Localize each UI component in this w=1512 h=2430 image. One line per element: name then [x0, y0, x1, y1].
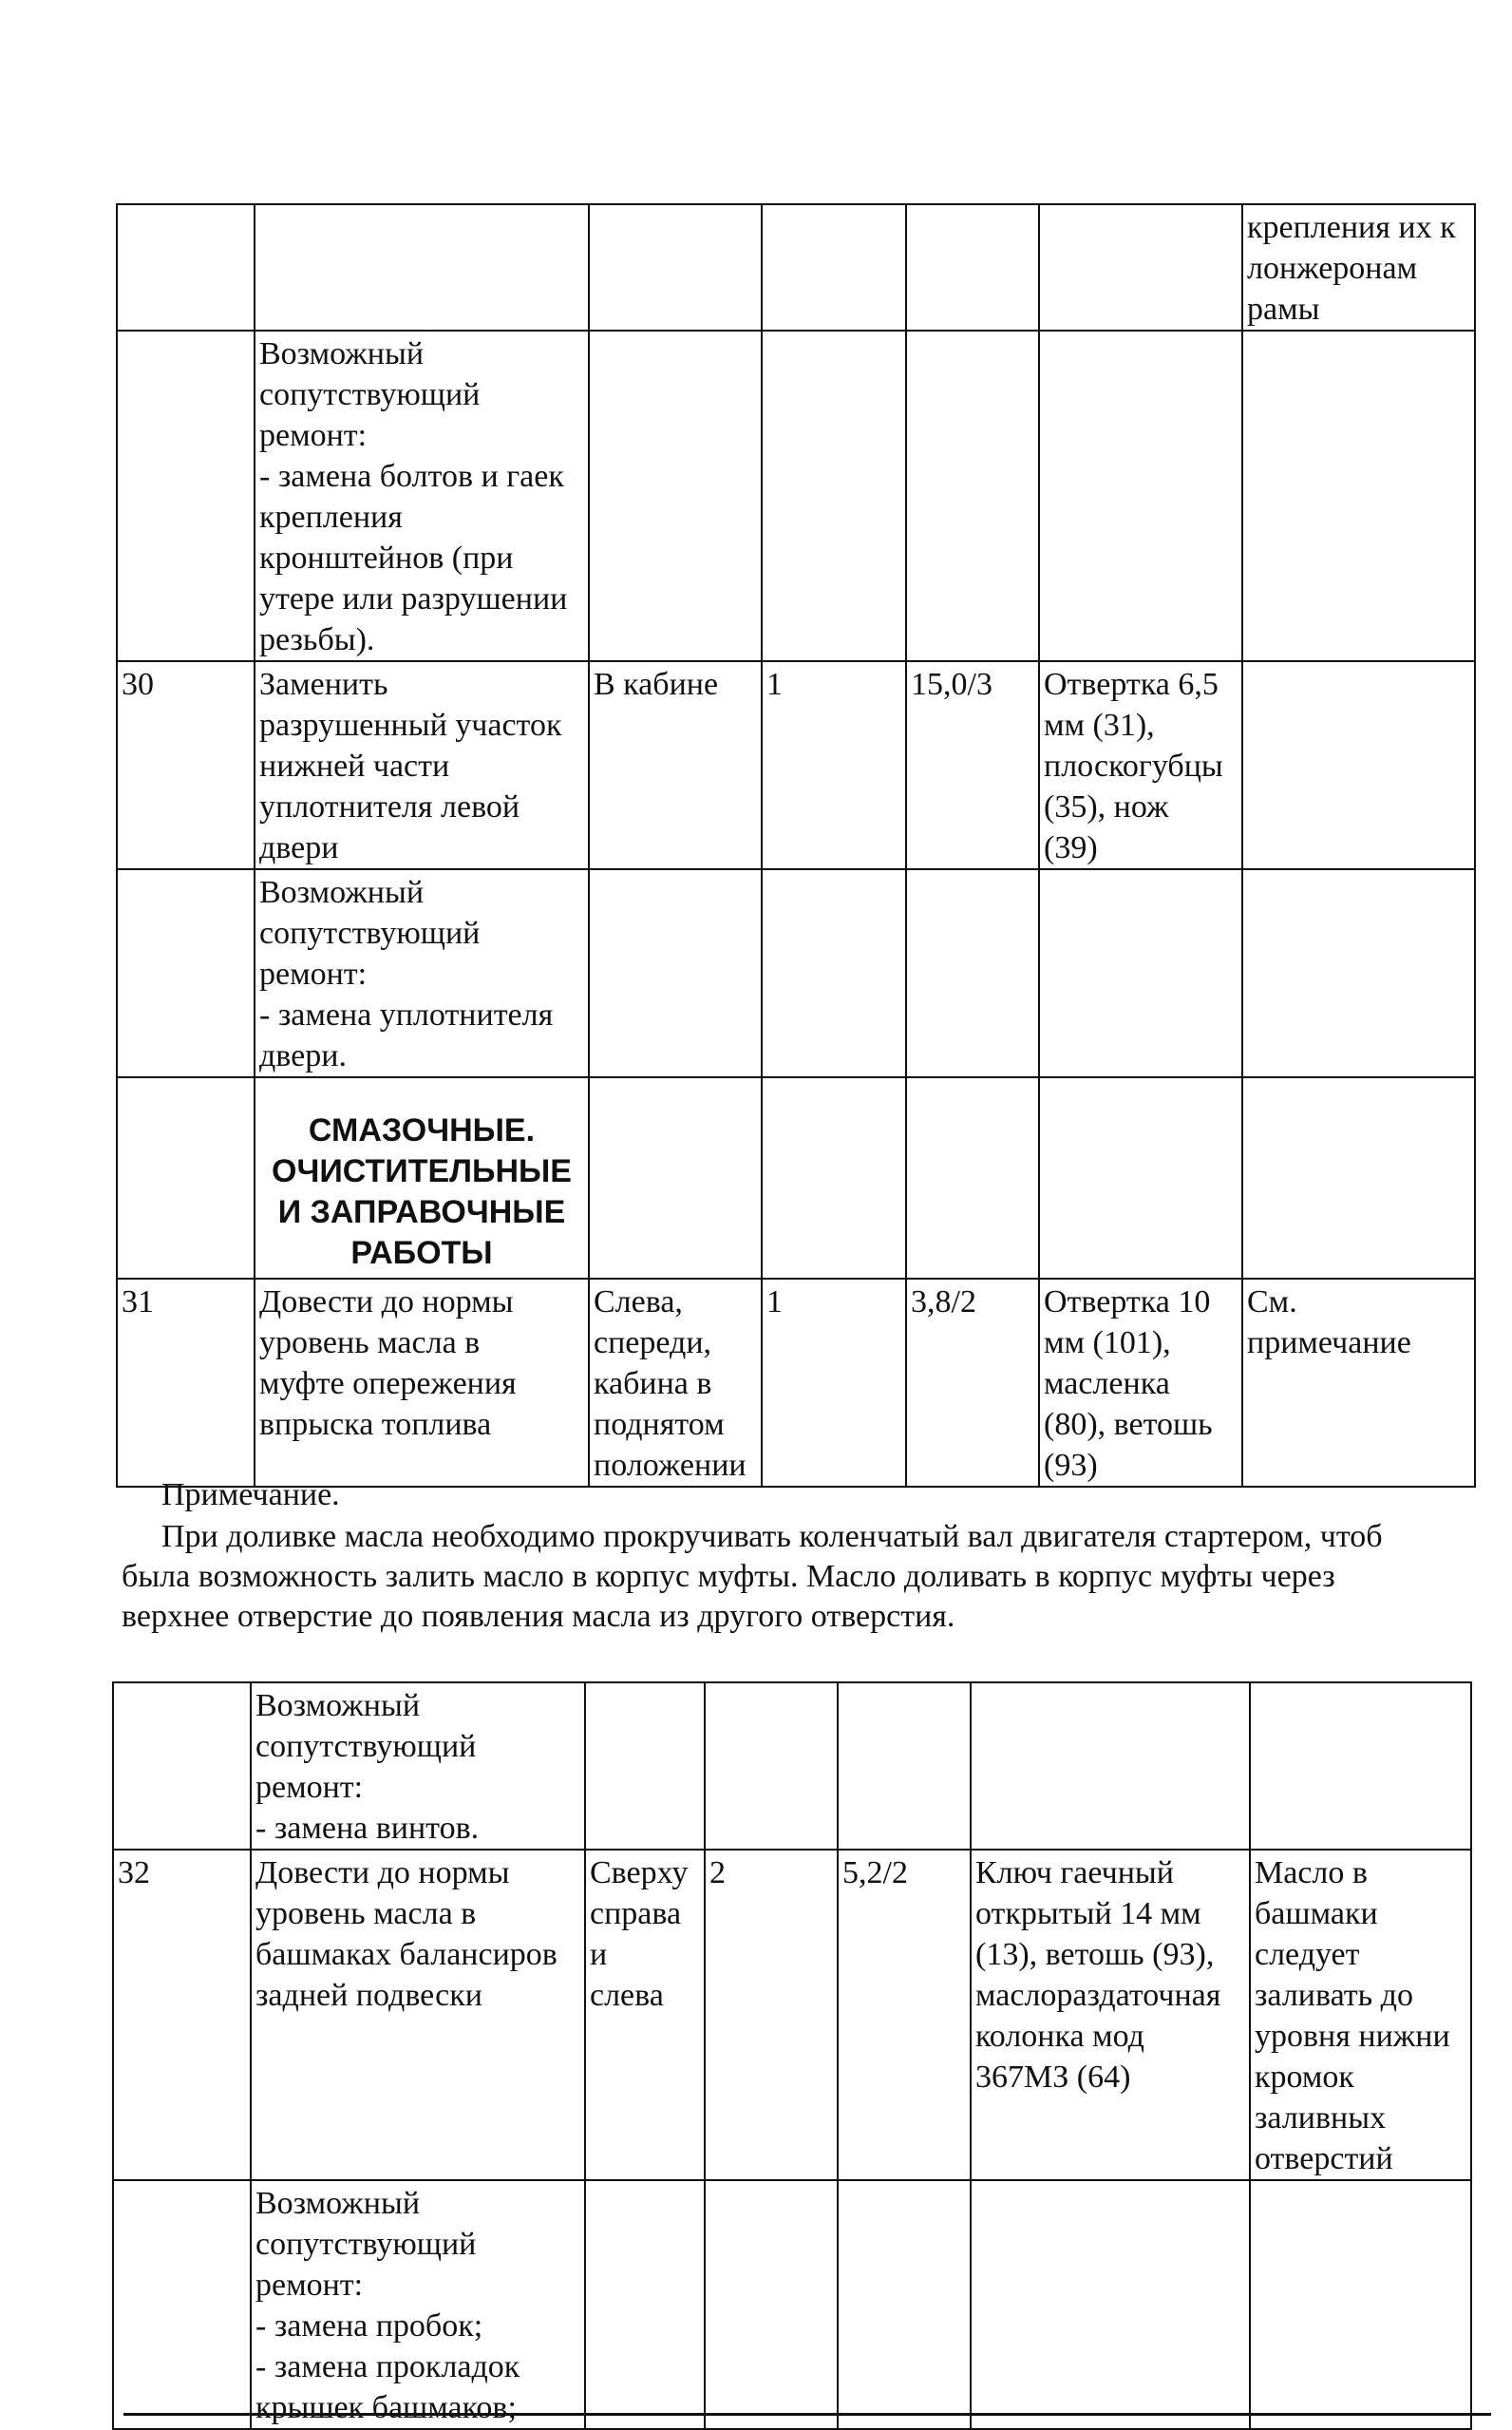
cell-time — [906, 869, 1039, 1077]
cell-number: 31 — [117, 1279, 255, 1487]
cell-note: См. примечание — [1242, 1279, 1475, 1487]
cell-count — [705, 2180, 838, 2429]
table-row — [113, 1682, 1471, 1850]
cell-tools — [971, 2180, 1250, 2429]
cell-place — [585, 2180, 705, 2429]
cell-time — [906, 331, 1039, 661]
cell-count — [762, 1077, 906, 1279]
cell-note — [1242, 869, 1475, 1077]
cell-tools: Отвертка 6,5 мм (31), плоскогубцы (35), нож (39) — [1039, 661, 1242, 869]
cell-note — [1250, 2180, 1471, 2429]
cell-time — [906, 204, 1039, 331]
cell-tools — [1039, 869, 1242, 1077]
cell-count — [762, 331, 906, 661]
cell-time: 3,8/2 — [906, 1279, 1039, 1487]
cell-time — [906, 1077, 1039, 1279]
cell-count — [762, 204, 906, 331]
note-line: верхнее отверстие до появления масла из другого отверстия. — [122, 1599, 955, 1634]
cell-number: 30 — [117, 661, 255, 869]
cell-operation: Довести до нормы уровень масла в муфте опережения впрыска топлива — [255, 1279, 589, 1487]
cell-time — [838, 1682, 971, 1850]
table-row — [117, 661, 1475, 869]
cell-tools — [1039, 1077, 1242, 1279]
cell-operation — [255, 204, 589, 331]
cell-tools — [971, 1682, 1250, 1850]
cell-note — [1250, 1682, 1471, 1850]
cell-count: 1 — [762, 1279, 906, 1487]
cell-tools — [1039, 204, 1242, 331]
cell-place: Слева, спереди, кабина в поднятом положении — [589, 1279, 762, 1487]
cell-number — [113, 2180, 251, 2429]
cell-place — [585, 1682, 705, 1850]
cell-operation: Возможный сопутствующий ремонт: - замена пробок; - замена прокладок крышек башмаков; — [251, 2180, 585, 2429]
note-title: Примечание. — [161, 1477, 340, 1512]
cell-tools: Отвертка 10 мм (101), масленка (80), ветошь (93) — [1039, 1279, 1242, 1487]
cell-operation: Возможный сопутствующий ремонт: - замена уплотнителя двери. — [255, 869, 589, 1077]
cell-operation: Возможный сопутствующий ремонт: - замена винтов. — [251, 1682, 585, 1850]
cell-tools — [1039, 331, 1242, 661]
bottom-rule — [123, 2413, 1491, 2416]
cell-place — [589, 1077, 762, 1279]
cell-operation: Довести до нормы уровень масла в башмаках балансиров задней подвески — [251, 1850, 585, 2180]
table-row — [117, 331, 1475, 661]
cell-operation: Возможный сопутствующий ремонт: - замена болтов и гаек крепления кронштейнов (при утере или разрушении резьбы). — [255, 331, 589, 661]
cell-operation: Заменить разрушенный участок нижней части уплотнителя левой двери — [255, 661, 589, 869]
cell-number — [117, 331, 255, 661]
table-row — [117, 1279, 1475, 1487]
table-row — [117, 204, 1475, 331]
cell-time: 5,2/2 — [838, 1850, 971, 2180]
cell-number — [117, 204, 255, 331]
cell-place — [589, 331, 762, 661]
note-line: была возможность залить масло в корпус муфты. Масло доливать в корпус муфты через — [122, 1559, 1335, 1594]
cell-note — [1242, 661, 1475, 869]
cell-place: В кабине — [589, 661, 762, 869]
cell-number — [113, 1682, 251, 1850]
cell-place: Сверху справа и слева — [585, 1850, 705, 2180]
cell-note — [1242, 1077, 1475, 1279]
cell-time: 15,0/3 — [906, 661, 1039, 869]
maintenance-table-2 — [112, 1681, 1472, 2430]
cell-count — [762, 869, 906, 1077]
cell-time — [838, 2180, 971, 2429]
cell-number — [117, 1077, 255, 1279]
section-heading-row — [117, 1077, 1475, 1279]
table-row — [113, 1850, 1471, 2180]
cell-place — [589, 869, 762, 1077]
table-row — [117, 869, 1475, 1077]
table-row — [113, 2180, 1471, 2429]
cell-number — [117, 869, 255, 1077]
cell-count: 2 — [705, 1850, 838, 2180]
cell-tools: Ключ гаечный открытый 14 мм (13), ветошь (93), маслораздаточная колонка мод 367МЗ (64) — [971, 1850, 1250, 2180]
cell-count: 1 — [762, 661, 906, 869]
cell-note: крепления их к лонжеронам рамы — [1242, 204, 1475, 331]
cell-note: Масло в башмаки следует заливать до уровня нижни кромок заливных отверстий — [1250, 1850, 1471, 2180]
note-line: При доливке масла необходимо прокручивать коленчатый вал двигателя стартером, чтоб — [161, 1519, 1383, 1554]
cell-number: 32 — [113, 1850, 251, 2180]
maintenance-table-1 — [116, 203, 1476, 1488]
section-heading: СМАЗОЧНЫЕ. ОЧИСТИТЕЛЬНЫЕ И ЗАПРАВОЧНЫЕ РАБОТЫ — [255, 1077, 589, 1279]
cell-note — [1242, 331, 1475, 661]
cell-count — [705, 1682, 838, 1850]
cell-place — [589, 204, 762, 331]
